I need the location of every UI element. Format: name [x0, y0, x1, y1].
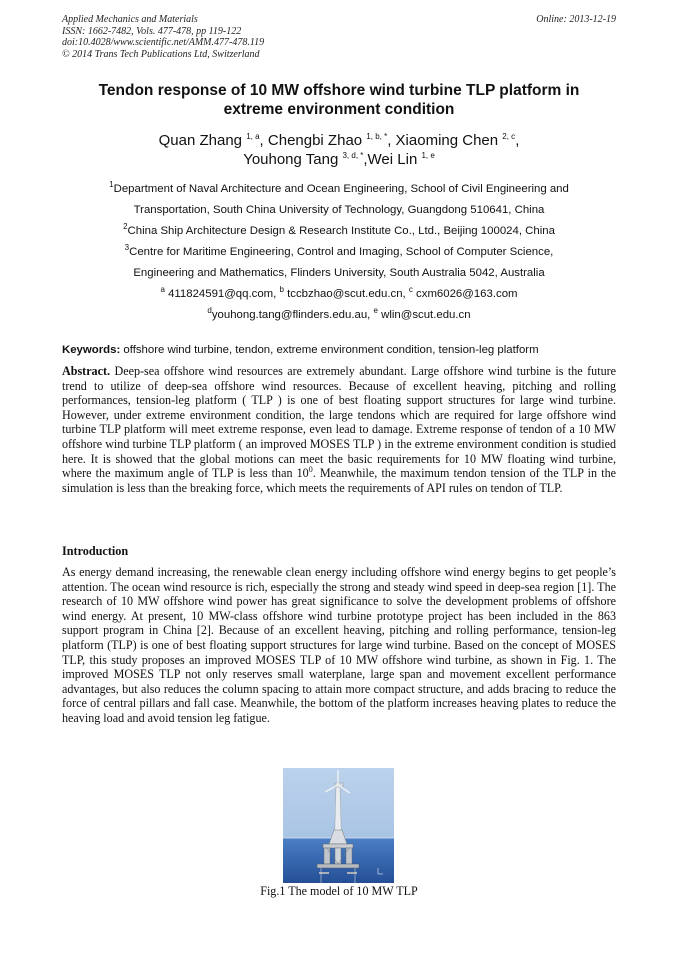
author-list: Quan Zhang $^{1, a}$, Chengbi Zhao $^{1, b, *}$, Xiaoming Chen $^{2, c}$, Youhong Tang $^{3, d, *}$,Wei Lin $^{1, e}$	[158, 132, 520, 168]
introduction-text: As energy demand increasing, the renewable clean energy including offshore wind energy begins to get people’s attention. The ocean wind resource is rich, especially the strong and steady wind speed in deep-sea region [1]. The research of 10 MW offshore wind power has great significance to solve the development problems of offshore wind energy. At present, 10 MW-class offshore wind turbine prototype project has been included in the 863 support program in China [2]. Because of an excellent heaving, pitching and rolling performance, tension-leg platform (TLP) is one of best floating support structures for large wind turbine. Based on the concept of MOSES TLP, this study proposes an improved MOSES TLP of 10 MW offshore wind turbine, as shown in Fig. 1. The improved MOSES TLP not only reserves small waterplane, large span and movement excellent performance advantages, but also reduces the column spacing to attain more compact structure, and adds bracing to reduce the force of central pillars and fall case. Meanwhile, the bottom of the platform increases heaving plates to reduce the heaving load and avoid tension leg fatigue.	[62, 565, 616, 725]
email-link[interactable]: 411824591@qq.com,	[168, 288, 277, 300]
figure-caption: Fig.1 The model of 10 MW TLP	[260, 884, 418, 898]
email-link[interactable]: cxm6026@163.com	[416, 288, 518, 300]
platform-deck	[323, 844, 353, 848]
author-name: Wei Lin	[367, 151, 418, 168]
doi-line: doi:10.4028/www.scientific.net/AMM.477-478.119	[62, 37, 265, 48]
affiliation-1-cont: Transportation, South China University of Technology, Guangdong 510641, China	[133, 204, 545, 216]
keywords	[62, 344, 616, 356]
author-affiliation-mark: 2, c	[502, 132, 516, 141]
page-header	[62, 14, 616, 60]
abstract: Abstract. Deep-sea offshore wind resources are extremely abundant. Large offshore wind turbine is the future trend to utilize of deep-sea offshore wind resources. Because of excellent heaving, pitching and rolling performances, tension-leg platform ( TLP ) is one of best floating support structures for large wind turbine. However, under extreme environment condition, the large tendons which are required for large offshore wind turbine TLP platform will meet extreme response, even lead to damage. Extreme response of tendon of a 10 MW offshore wind turbine TLP platform ( an improved MOSES TLP ) in the extreme environment condition is studied here. It is showed that the global motions can meet the basic requirements for 10 MW floating wind turbine, where the maximum angle of TLP is less than $10^0$. Meanwhile, the maximum tendon tension of the TLP in the simulation is less than the breaking force, which meets the requirements of API rules on tendon of TLP.	[62, 364, 617, 495]
email-link[interactable]: tccbzhao@scut.edu.cn,	[287, 288, 406, 300]
author-affiliation-mark: 1, b, *	[366, 132, 388, 141]
online-date: Online: 2013-12-19	[536, 14, 616, 25]
emails-line-2: $^d$youhong.tang@flinders.edu.au, $^e$ wlin@scut.edu.cn	[207, 306, 471, 321]
author-name: Quan Zhang	[158, 132, 243, 149]
platform-column	[335, 848, 341, 864]
abstract-label: Abstract.	[62, 364, 111, 378]
heave-plate	[319, 872, 329, 874]
author-affiliation-mark: 3, d, *	[342, 151, 364, 160]
platform-column	[324, 848, 330, 864]
paper-title: Tendon response of 10 MW offshore wind turbine TLP platform in extreme environment condition	[98, 82, 580, 118]
heave-plate	[347, 872, 357, 874]
author-name: Chengbi Zhao	[267, 132, 363, 149]
affiliation-3-cont: Engineering and Mathematics, Flinders University, South Australia 5042, Australia	[133, 267, 545, 279]
keywords-label: Keywords:	[62, 344, 121, 356]
affiliation-1: $^1$Department of Naval Architecture and Ocean Engineering, School of Civil Engineering and	[109, 180, 569, 195]
author-affiliation-mark: 1, e	[421, 151, 435, 160]
author-name: Xiaoming Chen	[395, 132, 499, 149]
journal-name: Applied Mechanics and Materials	[62, 14, 198, 25]
platform-pontoon	[317, 864, 359, 868]
introduction-heading: Introduction	[62, 544, 129, 558]
affiliation-2: $^2$China Ship Architecture Design & Research Institute Co., Ltd., Beijing 100024, China	[123, 222, 555, 237]
author-name: Youhong Tang	[243, 151, 339, 168]
issn-line: ISSN: 1662-7482, Vols. 477-478, pp 119-122	[62, 25, 242, 37]
emails-line-1: $^a$ 411824591@qq.com, $^b$ tccbzhao@scut.edu.cn, $^c$ cxm6026@163.com	[160, 285, 518, 300]
email-link[interactable]: youhong.tang@flinders.edu.au,	[211, 309, 371, 321]
tlp-model-figure	[283, 768, 394, 883]
platform-column	[346, 848, 352, 864]
copyright-line: © 2014 Trans Tech Publications Ltd, Switzerland	[62, 48, 260, 60]
keywords-text: offshore wind turbine, tendon, extreme environment condition, tension-leg platform	[123, 344, 539, 356]
affiliations	[62, 179, 616, 326]
affiliation-3: $^3$Centre for Maritime Engineering, Control and Imaging, School of Computer Science,	[124, 243, 554, 258]
email-link[interactable]: wlin@scut.edu.cn	[381, 309, 471, 321]
author-affiliation-mark: 1, a	[246, 132, 260, 141]
